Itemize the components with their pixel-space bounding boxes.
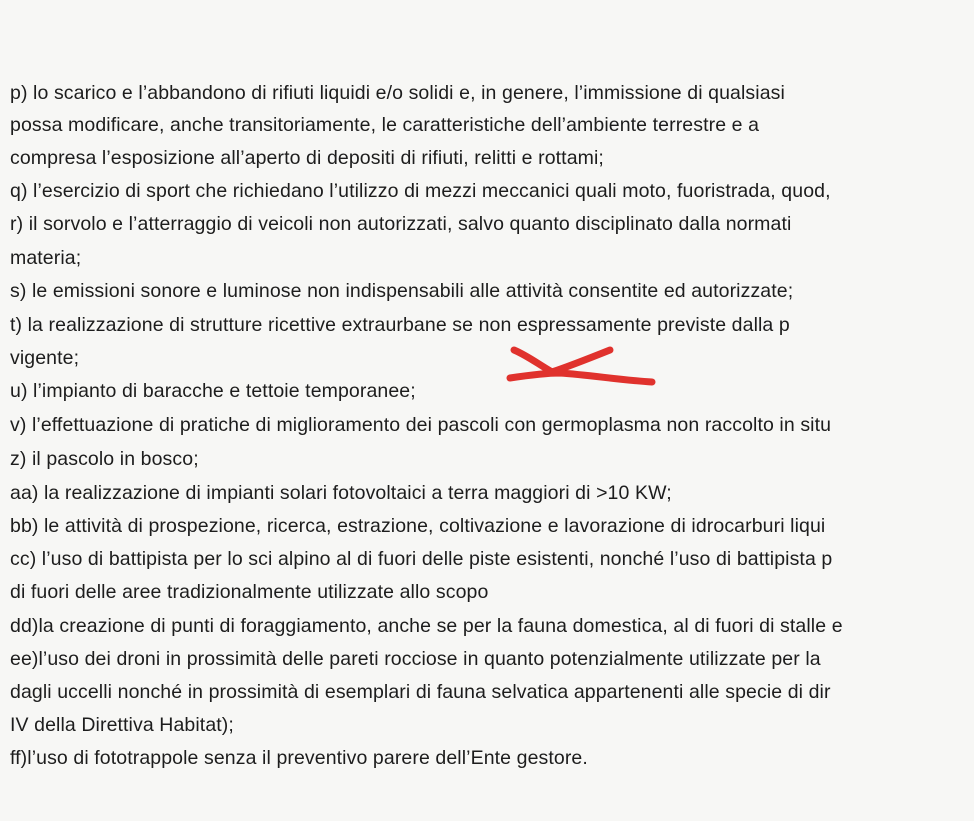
- text-line-u: u) l’impianto di baracche e tettoie temporanee;: [10, 380, 416, 402]
- text-line-bb: bb) le attività di prospezione, ricerca, estrazione, coltivazione e lavorazione di idrocarburi liqui: [10, 515, 826, 537]
- text-line-p-cont1: possa modificare, anche transitoriamente, le caratteristiche dell’ambiente terrestre e a: [10, 114, 760, 136]
- text-line-s: s) le emissioni sonore e luminose non indispensabili alle attività consentite ed autorizzate;: [10, 280, 794, 302]
- red-arrow-annotation: [500, 342, 665, 398]
- text-line-t-cont: vigente;: [10, 347, 80, 369]
- text-line-z: z) il pascolo in bosco;: [10, 448, 199, 470]
- text-line-cc-cont: di fuori delle aree tradizionalmente utilizzate allo scopo: [10, 581, 489, 603]
- text-line-aa: aa) la realizzazione di impianti solari fotovoltaici a terra maggiori di >10 KW;: [10, 482, 672, 504]
- text-line-t: t) la realizzazione di strutture ricettive extraurbane se non espressamente previste dalla p: [10, 314, 790, 336]
- text-line-dd: dd)la creazione di punti di foraggiamento, anche se per la fauna domestica, al di fuori di stalle e: [10, 615, 843, 637]
- text-line-p-cont2: compresa l’esposizione all’aperto di depositi di rifiuti, relitti e rottami;: [10, 147, 604, 169]
- text-line-p: p) lo scarico e l’abbandono di rifiuti liquidi e/o solidi e, in genere, l’immissione di qualsiasi: [10, 82, 785, 104]
- text-line-ff: ff)l’uso di fototrappole senza il preventivo parere dell’Ente gestore.: [10, 747, 588, 769]
- text-line-r: r) il sorvolo e l’atterraggio di veicoli non autorizzati, salvo quanto disciplinato dalla normati: [10, 213, 792, 235]
- text-line-q: q) l’esercizio di sport che richiedano l’utilizzo di mezzi meccanici quali moto, fuoristrada, quod,: [10, 180, 831, 202]
- text-line-cc: cc) l’uso di battipista per lo sci alpino al di fuori delle piste esistenti, nonché l’uso di battipista p: [10, 548, 833, 570]
- text-line-ee: ee)l’uso dei droni in prossimità delle pareti rocciose in quanto potenzialmente utilizzate per la: [10, 648, 821, 670]
- text-line-r-cont: materia;: [10, 247, 82, 269]
- text-line-v: v) l’effettuazione di pratiche di miglioramento dei pascoli con germoplasma non raccolto in situ: [10, 414, 832, 436]
- text-line-ee-cont1: dagli uccelli nonché in prossimità di esemplari di fauna selvatica appartenenti alle specie di dir: [10, 681, 831, 703]
- text-line-ee-cont2: IV della Direttiva Habitat);: [10, 714, 234, 736]
